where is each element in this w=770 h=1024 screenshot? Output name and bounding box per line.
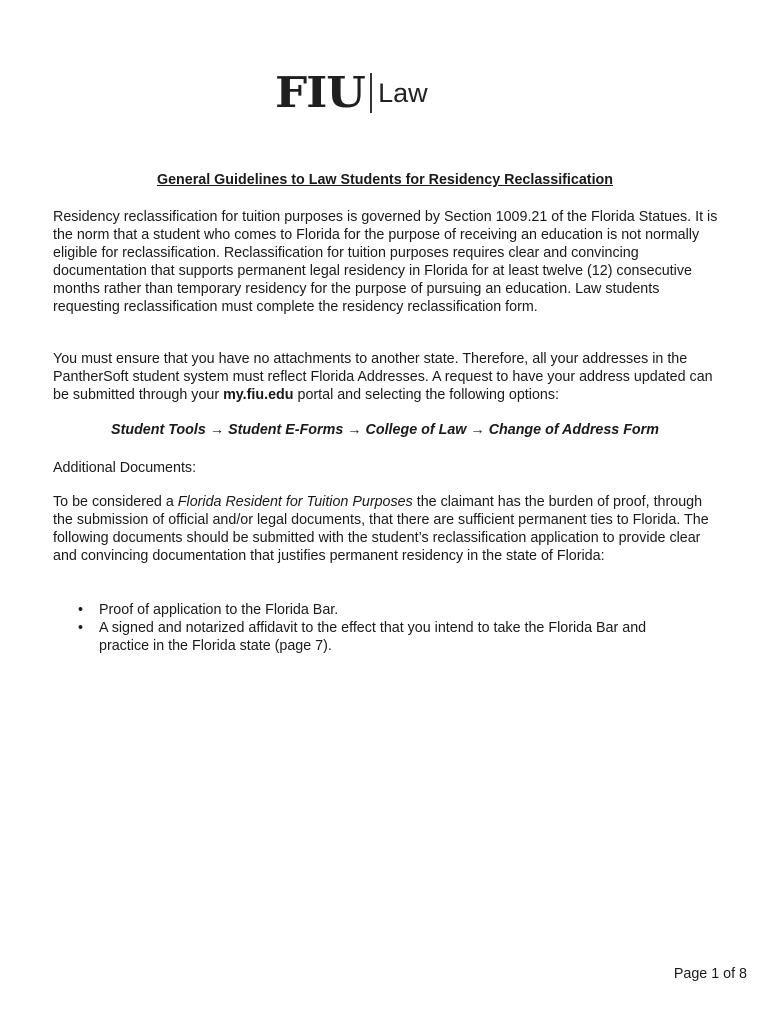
additional-documents-label: Additional Documents: [53,460,197,476]
intro-paragraph: Residency reclassification for tuition purposes is governed by Section 1009.21 of the Florida Statues. It is the norm that a student who comes to Florida for the purpose of receiving an education is not normally eligible for reclassification. Reclassification for tuition purposes requires clear and convincing documentation that supports permanent legal residency in Florida for at least twelve (12) consecutive months rather than temporary residency for the purpose of pursuing an education. Law students requesting reclassification must complete the residency reclassification form. [53,209,718,315]
list-item-text: Proof of application to the Florida Bar. [99,602,339,618]
list-item-text: A signed and notarized affidavit to the effect that you intend to take the Florida Bar and practice in the Florida state (page 7). [99,620,647,654]
path-step-college-of-law: College of Law [365,422,467,438]
logo-brand: FIU [275,68,365,117]
logo-unit: Law [378,78,428,108]
address-paragraph [53,350,723,404]
address-text-after: portal and selecting the following options: [293,387,559,403]
required-documents-list [78,601,698,655]
proof-emphasis: Florida Resident for Tuition Purposes [177,494,413,510]
bullet-icon: • [78,602,84,618]
arrow-right-icon: → [470,422,485,438]
address-text-before: You must ensure that you have no attachments to another state. Therefore, all your addresses in the PantherSoft student system must reflect Florida Addresses. A request to have your address updated can be submitted through your [53,351,713,403]
document-title: General Guidelines to Law Students for Residency Reclassification [156,172,614,188]
logo-divider [370,73,372,113]
bullet-icon: • [78,620,84,636]
proof-text-before: To be considered a [53,494,178,510]
list-item [78,619,698,655]
arrow-right-icon: → [209,422,225,438]
page-number: Page 1 of 8 [673,966,747,982]
fiu-law-logo [275,70,428,116]
path-step-change-of-address: Change of Address Form [488,422,659,438]
proof-text-after: the claimant has the burden of proof, through the submission of official and/or legal documents, that there are sufficient permanent ties to Florida. The following documents should be submitted with the student’s reclassification application to provide clear and convincing documentation that justifies permanent residency in the state of Florida: [53,494,709,564]
navigation-path [0,422,770,438]
burden-of-proof-paragraph [53,493,723,565]
path-step-student-tools: Student Tools [111,422,206,438]
list-item [78,601,698,619]
portal-link[interactable]: my.fiu.edu [223,387,294,403]
path-step-student-eforms: Student E-Forms [228,422,344,438]
arrow-right-icon: → [347,422,362,438]
